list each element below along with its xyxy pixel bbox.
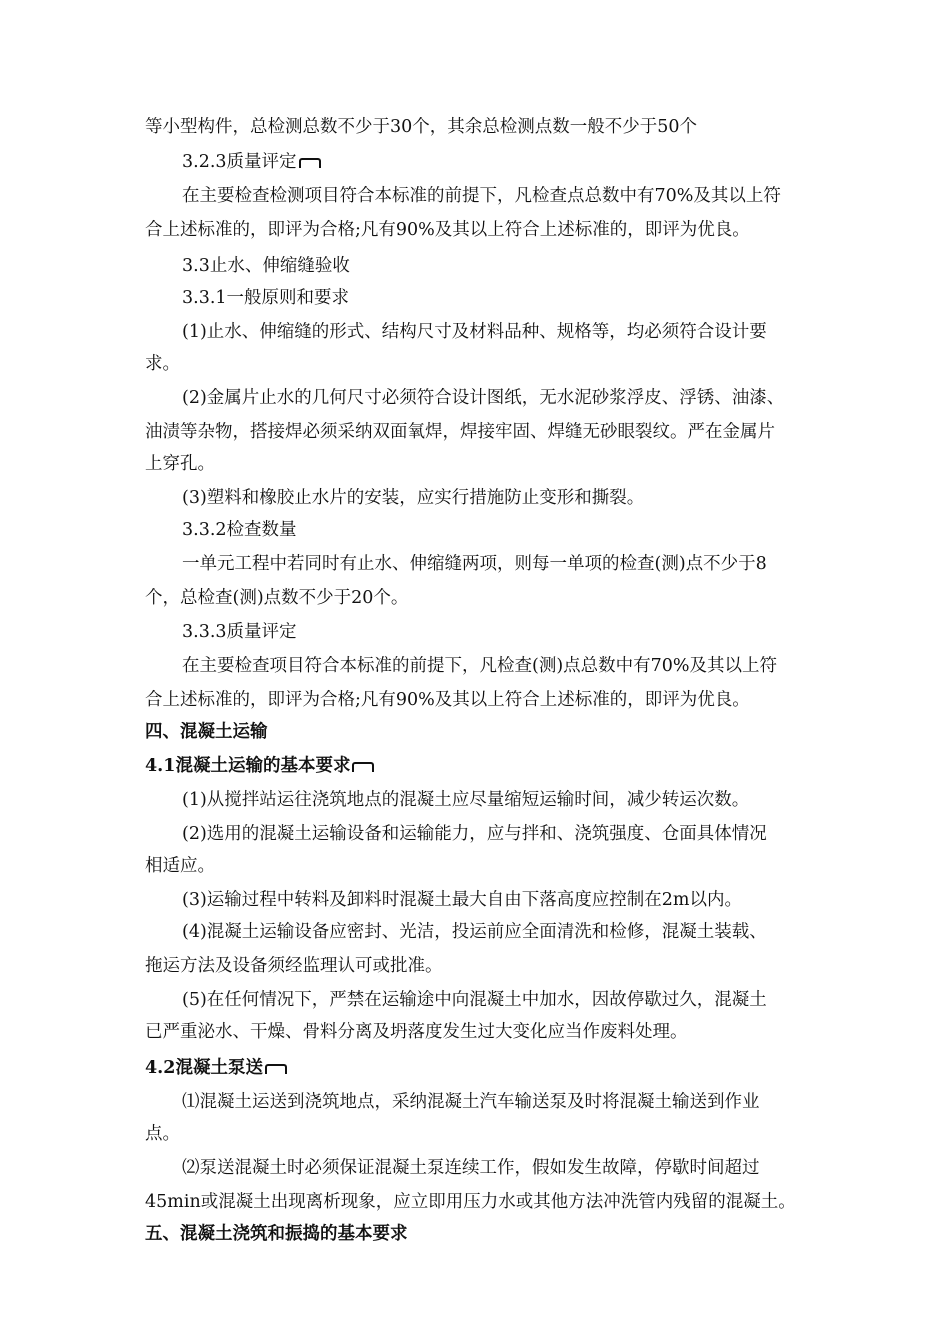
text-line [182, 320, 767, 344]
text-line [145, 954, 443, 978]
text-line [182, 486, 644, 510]
text-line-content: 拖运方法及设备须经监理认可或批准。 [145, 956, 443, 976]
section-heading [145, 754, 374, 778]
text-line [145, 452, 215, 476]
text-line [182, 1156, 760, 1180]
text-line [182, 988, 767, 1012]
text-line-content: (2)金属片止水的几何尺寸必须符合设计图纸，无水泥砂浆浮皮、浮锈、油漆、 [182, 388, 785, 408]
text-line [145, 218, 750, 242]
text-line-content: (5)在任何情况下，严禁在运输途中向混凝土中加水，因故停歇过久，混凝土 [182, 990, 767, 1010]
paragraph-mark-icon [352, 762, 374, 772]
text-line-content: 等小型构件，总检测总数不少于30个，其余总检测点数一般不少于50个 [145, 117, 698, 137]
text-line-content: (3)塑料和橡胶止水片的安装，应实行措施防止变形和撕裂。 [182, 488, 645, 508]
text-line [182, 654, 777, 678]
text-line-content: 相适应。 [145, 856, 215, 876]
text-line [145, 352, 180, 376]
text-line-content: 3.3.3质量评定 [182, 622, 297, 642]
section-heading [145, 1222, 408, 1246]
text-line [182, 822, 767, 846]
text-line [182, 552, 767, 576]
text-line-content: 3.2.3质量评定 [182, 152, 297, 172]
text-line-content: 上穿孔。 [145, 454, 215, 474]
text-line [145, 586, 408, 610]
text-line [145, 1020, 688, 1044]
text-line-content: 在主要检查项目符合本标准的前提下，凡检查(测)点总数中有70%及其以上符 [182, 656, 778, 676]
text-line [182, 518, 297, 542]
text-line [145, 854, 215, 878]
text-line-content: 4.1混凝土运输的基本要求 [145, 756, 351, 776]
text-line-content: 个，总检查(测)点数不少于20个。 [145, 588, 409, 608]
text-line [182, 888, 742, 912]
text-line-content: 点。 [145, 1124, 180, 1144]
text-line-content: 求。 [145, 354, 180, 374]
text-line [182, 254, 350, 278]
text-line-content: 在主要检查检测项目符合本标准的前提下，凡检查点总数中有70%及其以上符 [182, 186, 781, 206]
text-line-content: 合上述标准的，即评为合格;凡有90%及其以上符合上述标准的，即评为优良。 [145, 690, 750, 710]
text-line [182, 386, 784, 410]
text-line [145, 1190, 796, 1214]
text-line-content: 已严重泌水、干燥、骨料分离及坍落度发生过大变化应当作废料处理。 [145, 1022, 688, 1042]
text-line-content: 3.3.1一般原则和要求 [182, 288, 350, 308]
text-line [145, 420, 775, 444]
text-line [182, 920, 767, 944]
text-line-content: 合上述标准的，即评为合格;凡有90%及其以上符合上述标准的，即评为优良。 [145, 220, 750, 240]
text-line [145, 115, 697, 139]
text-line-content: (3)运输过程中转料及卸料时混凝土最大自由下落高度应控制在2m以内。 [182, 890, 743, 910]
text-line [182, 286, 349, 310]
paragraph-mark-icon [299, 158, 321, 168]
text-line [182, 1090, 760, 1114]
text-line [145, 1122, 180, 1146]
paragraph-mark-icon [265, 1064, 287, 1074]
text-line-content: (1)止水、伸缩缝的形式、结构尺寸及材料品种、规格等，均必须符合设计要 [182, 322, 767, 342]
text-line-content: 4.2混凝土泵送 [145, 1058, 263, 1078]
text-line-content: 油渍等杂物，搭接焊必须采纳双面氧焊，焊接牢固、焊缝无砂眼裂纹。严在金属片 [145, 422, 775, 442]
text-line-content: 3.3止水、伸缩缝验收 [182, 256, 350, 276]
text-line-content: (1)从搅拌站运往浇筑地点的混凝土应尽量缩短运输时间，减少转运次数。 [182, 790, 750, 810]
text-line [182, 150, 321, 174]
text-line-content: 一单元工程中若同时有止水、伸缩缝两项，则每一单项的检查(测)点不少于8 [182, 554, 767, 574]
section-heading [145, 1056, 287, 1080]
text-line-content: 五、混凝土浇筑和振捣的基本要求 [145, 1224, 408, 1244]
text-line-content: ⑴混凝土运送到浇筑地点，采纳混凝土汽车输送泵及时将混凝土输送到作业 [182, 1092, 760, 1112]
text-line-content: 3.3.2检查数量 [182, 520, 297, 540]
text-line-content: 45min或混凝土出现离析现象，应立即用压力水或其他方法冲洗管内残留的混凝土。 [145, 1192, 796, 1212]
text-line-content: (2)选用的混凝土运输设备和运输能力，应与拌和、浇筑强度、仓面具体情况 [182, 824, 767, 844]
text-line [182, 788, 749, 812]
text-line-content: ⑵泵送混凝土时必须保证混凝土泵连续工作，假如发生故障，停歇时间超过 [182, 1158, 760, 1178]
text-line-content: (4)混凝土运输设备应密封、光洁，投运前应全面清洗和检修，混凝土装载、 [182, 922, 767, 942]
text-line [182, 620, 297, 644]
text-line [145, 688, 750, 712]
text-line-content: 四、混凝土运输 [145, 722, 268, 742]
section-heading [145, 720, 268, 744]
text-line [182, 184, 781, 208]
